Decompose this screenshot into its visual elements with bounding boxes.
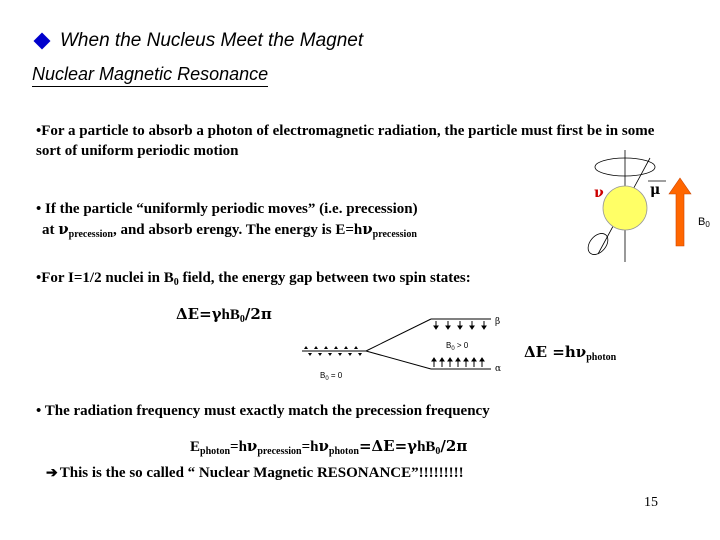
- slide-subtitle: Nuclear Magnetic Resonance: [32, 64, 268, 87]
- spin-rotation: [584, 230, 612, 259]
- slide-title-row: [36, 29, 363, 53]
- paragraph-match-frequency: • The radiation frequency must exactly match the precession frequency: [36, 403, 490, 419]
- alpha-label: α: [495, 364, 502, 374]
- paragraph-absorb-photon: •For a particle to absorb a photon of electromagnetic radiation, the particle must first be in some sort of uniform periodic motion: [36, 123, 655, 159]
- b0-field-label: B0: [698, 216, 710, 229]
- paragraph-spin-states: •For I=1/2 nuclei in $B_0$ field, the energy gap between two spin states:: [36, 270, 471, 288]
- diamond-bullet-icon: [34, 33, 51, 50]
- nu-label: ν: [594, 185, 604, 201]
- paragraph-precession-line1: • If the particle “uniformly periodic moves” (i.e. precession): [36, 201, 418, 217]
- beta-spins: [434, 321, 486, 329]
- paragraph-precession: [36, 199, 556, 245]
- page-number: 15: [644, 495, 658, 510]
- alpha-split-line: [366, 351, 431, 369]
- beta-label: β: [495, 317, 501, 327]
- b0-zero-label: $B_0 = 0$: [320, 371, 343, 382]
- slide-title: When the Nucleus Meet the Magnet: [60, 30, 364, 51]
- beta-split-line: [366, 319, 431, 351]
- paragraph-precession-line2: at $\nu_{precession}$, and absorb erengy. The energy is $E=h\nu_{precession}$: [42, 220, 417, 240]
- mu-label: μ: [650, 182, 661, 198]
- nucleus-sphere: [603, 186, 647, 230]
- conclusion-line: [46, 463, 464, 483]
- precession-figure: [580, 150, 720, 262]
- delta-e-equation: ΔE=γhB$_0$/2π: [176, 305, 272, 325]
- alpha-spins: [432, 358, 484, 367]
- delta-e-photon: $\Delta E =h\nu_{photon}$: [524, 343, 617, 363]
- right-arrow-icon: ➔: [46, 465, 58, 481]
- b0-field-arrow-icon: [669, 178, 691, 246]
- conclusion-text: This is the so called “ Nuclear Magnetic RESONANCE”!!!!!!!!!: [59, 465, 464, 481]
- b0-positive-label: $B_0 > 0$: [446, 341, 469, 352]
- resonance-equation: $E_{photon}=h\nu_{precession}=h\nu_{photon}=\Delta E=\gamma hB_0/2\pi$: [190, 437, 468, 457]
